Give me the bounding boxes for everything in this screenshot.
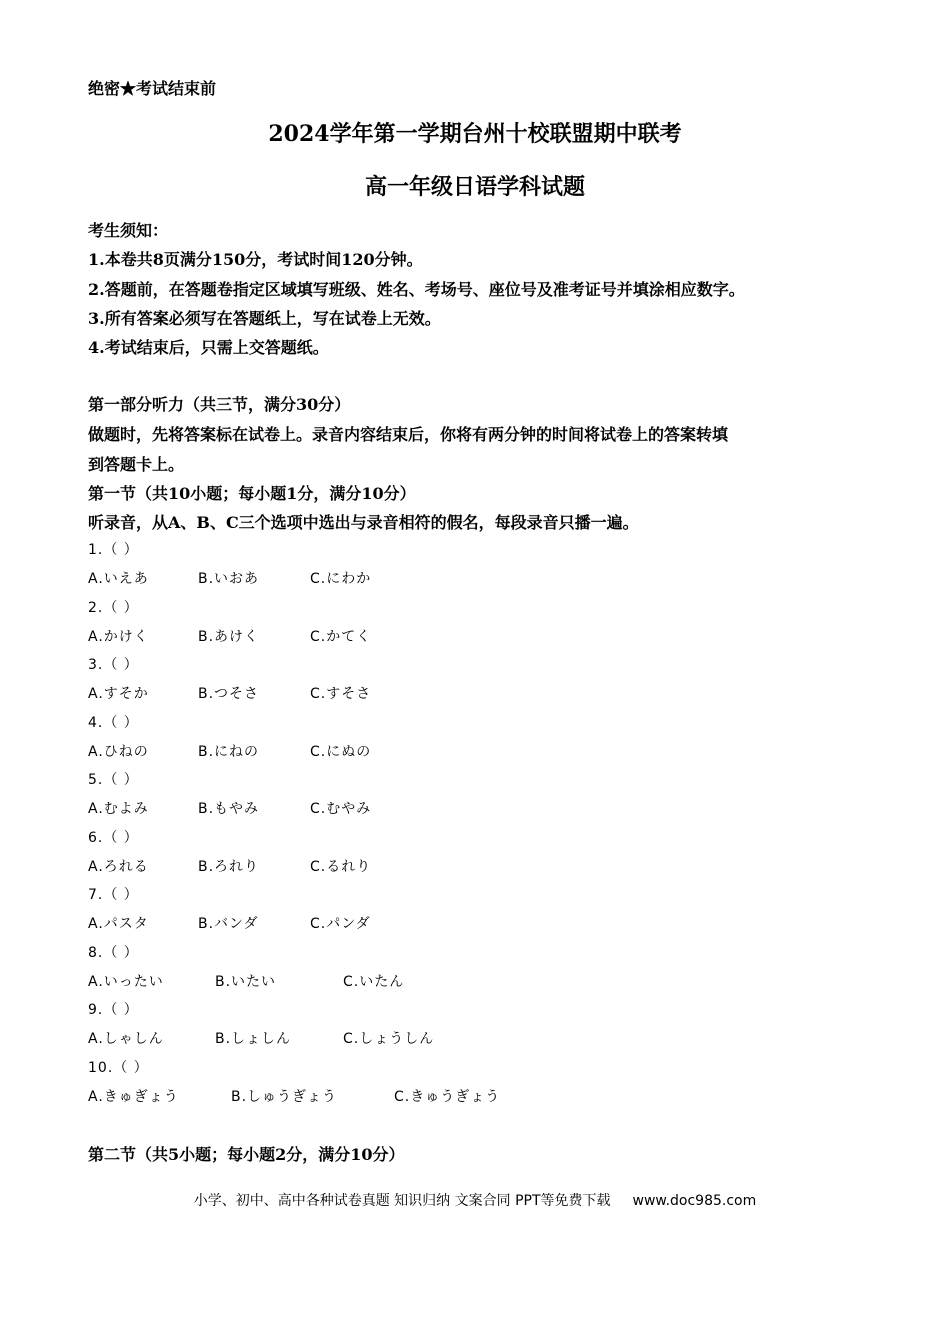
option-b: B.にねの	[198, 743, 260, 760]
question-number: 10.（ ）	[88, 1059, 149, 1076]
question-number: 5.（ ）	[88, 772, 139, 788]
option-a: A.パスタ	[88, 916, 149, 932]
section1-heading: 第一节（共10小题；每小题1分，满分10分）	[88, 484, 416, 503]
question-options	[88, 626, 688, 646]
question-number: 4.（ ）	[88, 714, 139, 731]
question-number: 9.（ ）	[88, 1002, 139, 1018]
part1-instruction-cont: 到答题卡上。	[88, 455, 185, 474]
question-number: 8.（ ）	[88, 944, 139, 961]
option-c: C.すそさ	[310, 686, 372, 702]
option-a: A.いったい	[88, 973, 164, 990]
question-options	[88, 971, 688, 991]
option-c: C.るれり	[310, 858, 372, 875]
question-number: 1.（ ）	[88, 542, 139, 558]
section1-instruction: 听录音，从A、B、C三个选项中选出与录音相符的假名，每段录音只播一遍。	[88, 513, 639, 532]
notice-item: 3.所有答案必须写在答题纸上，写在试卷上无效。	[88, 309, 441, 328]
option-c: C.きゅうぎょう	[394, 1088, 501, 1105]
question-options	[88, 913, 688, 933]
option-b: B.もやみ	[198, 801, 260, 817]
page-footer	[0, 1190, 950, 1210]
option-b: B.しょしん	[215, 1031, 292, 1047]
option-c: C.いたん	[343, 973, 405, 990]
footer-text: 小学、初中、高中各种试卷真题 知识归纳 文案合同 PPT等免费下载	[193, 1193, 611, 1209]
option-a: A.すそか	[88, 686, 149, 702]
option-c: C.にぬの	[310, 743, 372, 760]
notice-heading: 考生须知：	[88, 221, 169, 240]
exam-title: 2024学年第一学期台州十校联盟期中联考	[268, 121, 682, 147]
notice-item: 1.本卷共8页满分150分，考试时间120分钟。	[88, 250, 423, 269]
option-c: C.にわか	[310, 571, 372, 587]
option-b: B.ろれり	[198, 858, 260, 875]
option-c: C.かてく	[310, 628, 372, 645]
question-number: 2.（ ）	[88, 599, 139, 616]
question-number: 3.（ ）	[88, 657, 139, 673]
part1-heading: 第一部分听力（共三节，满分30分）	[88, 395, 351, 414]
option-c: C.パンダ	[310, 916, 371, 932]
option-a: A.かけく	[88, 628, 149, 645]
option-b: B.しゅうぎょう	[231, 1088, 338, 1105]
notice-item: 2.答题前，在答题卷指定区域填写班级、姓名、考场号、座位号及准考证号并填涂相应数字。	[88, 280, 745, 299]
question-options	[88, 741, 688, 761]
footer-url: www.doc985.com	[632, 1193, 757, 1209]
option-c: C.しょうしん	[343, 1031, 435, 1047]
option-a: A.きゅぎょう	[88, 1088, 179, 1105]
question-number: 6.（ ）	[88, 829, 139, 846]
option-a: A.ろれる	[88, 858, 149, 875]
notice-item: 4.考试结束后，只需上交答题纸。	[88, 338, 329, 357]
option-b: B.つそさ	[198, 686, 260, 702]
option-a: A.むよみ	[88, 801, 149, 817]
option-b: B.いたい	[215, 973, 277, 990]
question-options	[88, 798, 688, 818]
option-b: B.あけく	[198, 628, 260, 645]
question-options	[88, 856, 688, 876]
confidential-mark: 绝密★考试结束前	[88, 79, 217, 98]
question-options	[88, 1086, 688, 1106]
option-a: A.ひねの	[88, 743, 149, 760]
part1-instruction: 做题时，先将答案标在试卷上。录音内容结束后，你将有两分钟的时间将试卷上的答案转填	[88, 425, 729, 444]
question-options	[88, 683, 688, 703]
section2-heading: 第二节（共5小题；每小题2分，满分10分）	[88, 1145, 405, 1164]
option-a: A.しゃしん	[88, 1031, 164, 1047]
question-number: 7.（ ）	[88, 887, 139, 903]
option-b: B.バンダ	[198, 916, 259, 932]
question-options	[88, 1028, 688, 1048]
question-options	[88, 568, 688, 588]
option-c: C.むやみ	[310, 801, 372, 817]
option-a: A.いえあ	[88, 571, 149, 587]
option-b: B.いおあ	[198, 571, 260, 587]
exam-subtitle: 高一年级日语学科试题	[364, 174, 585, 200]
